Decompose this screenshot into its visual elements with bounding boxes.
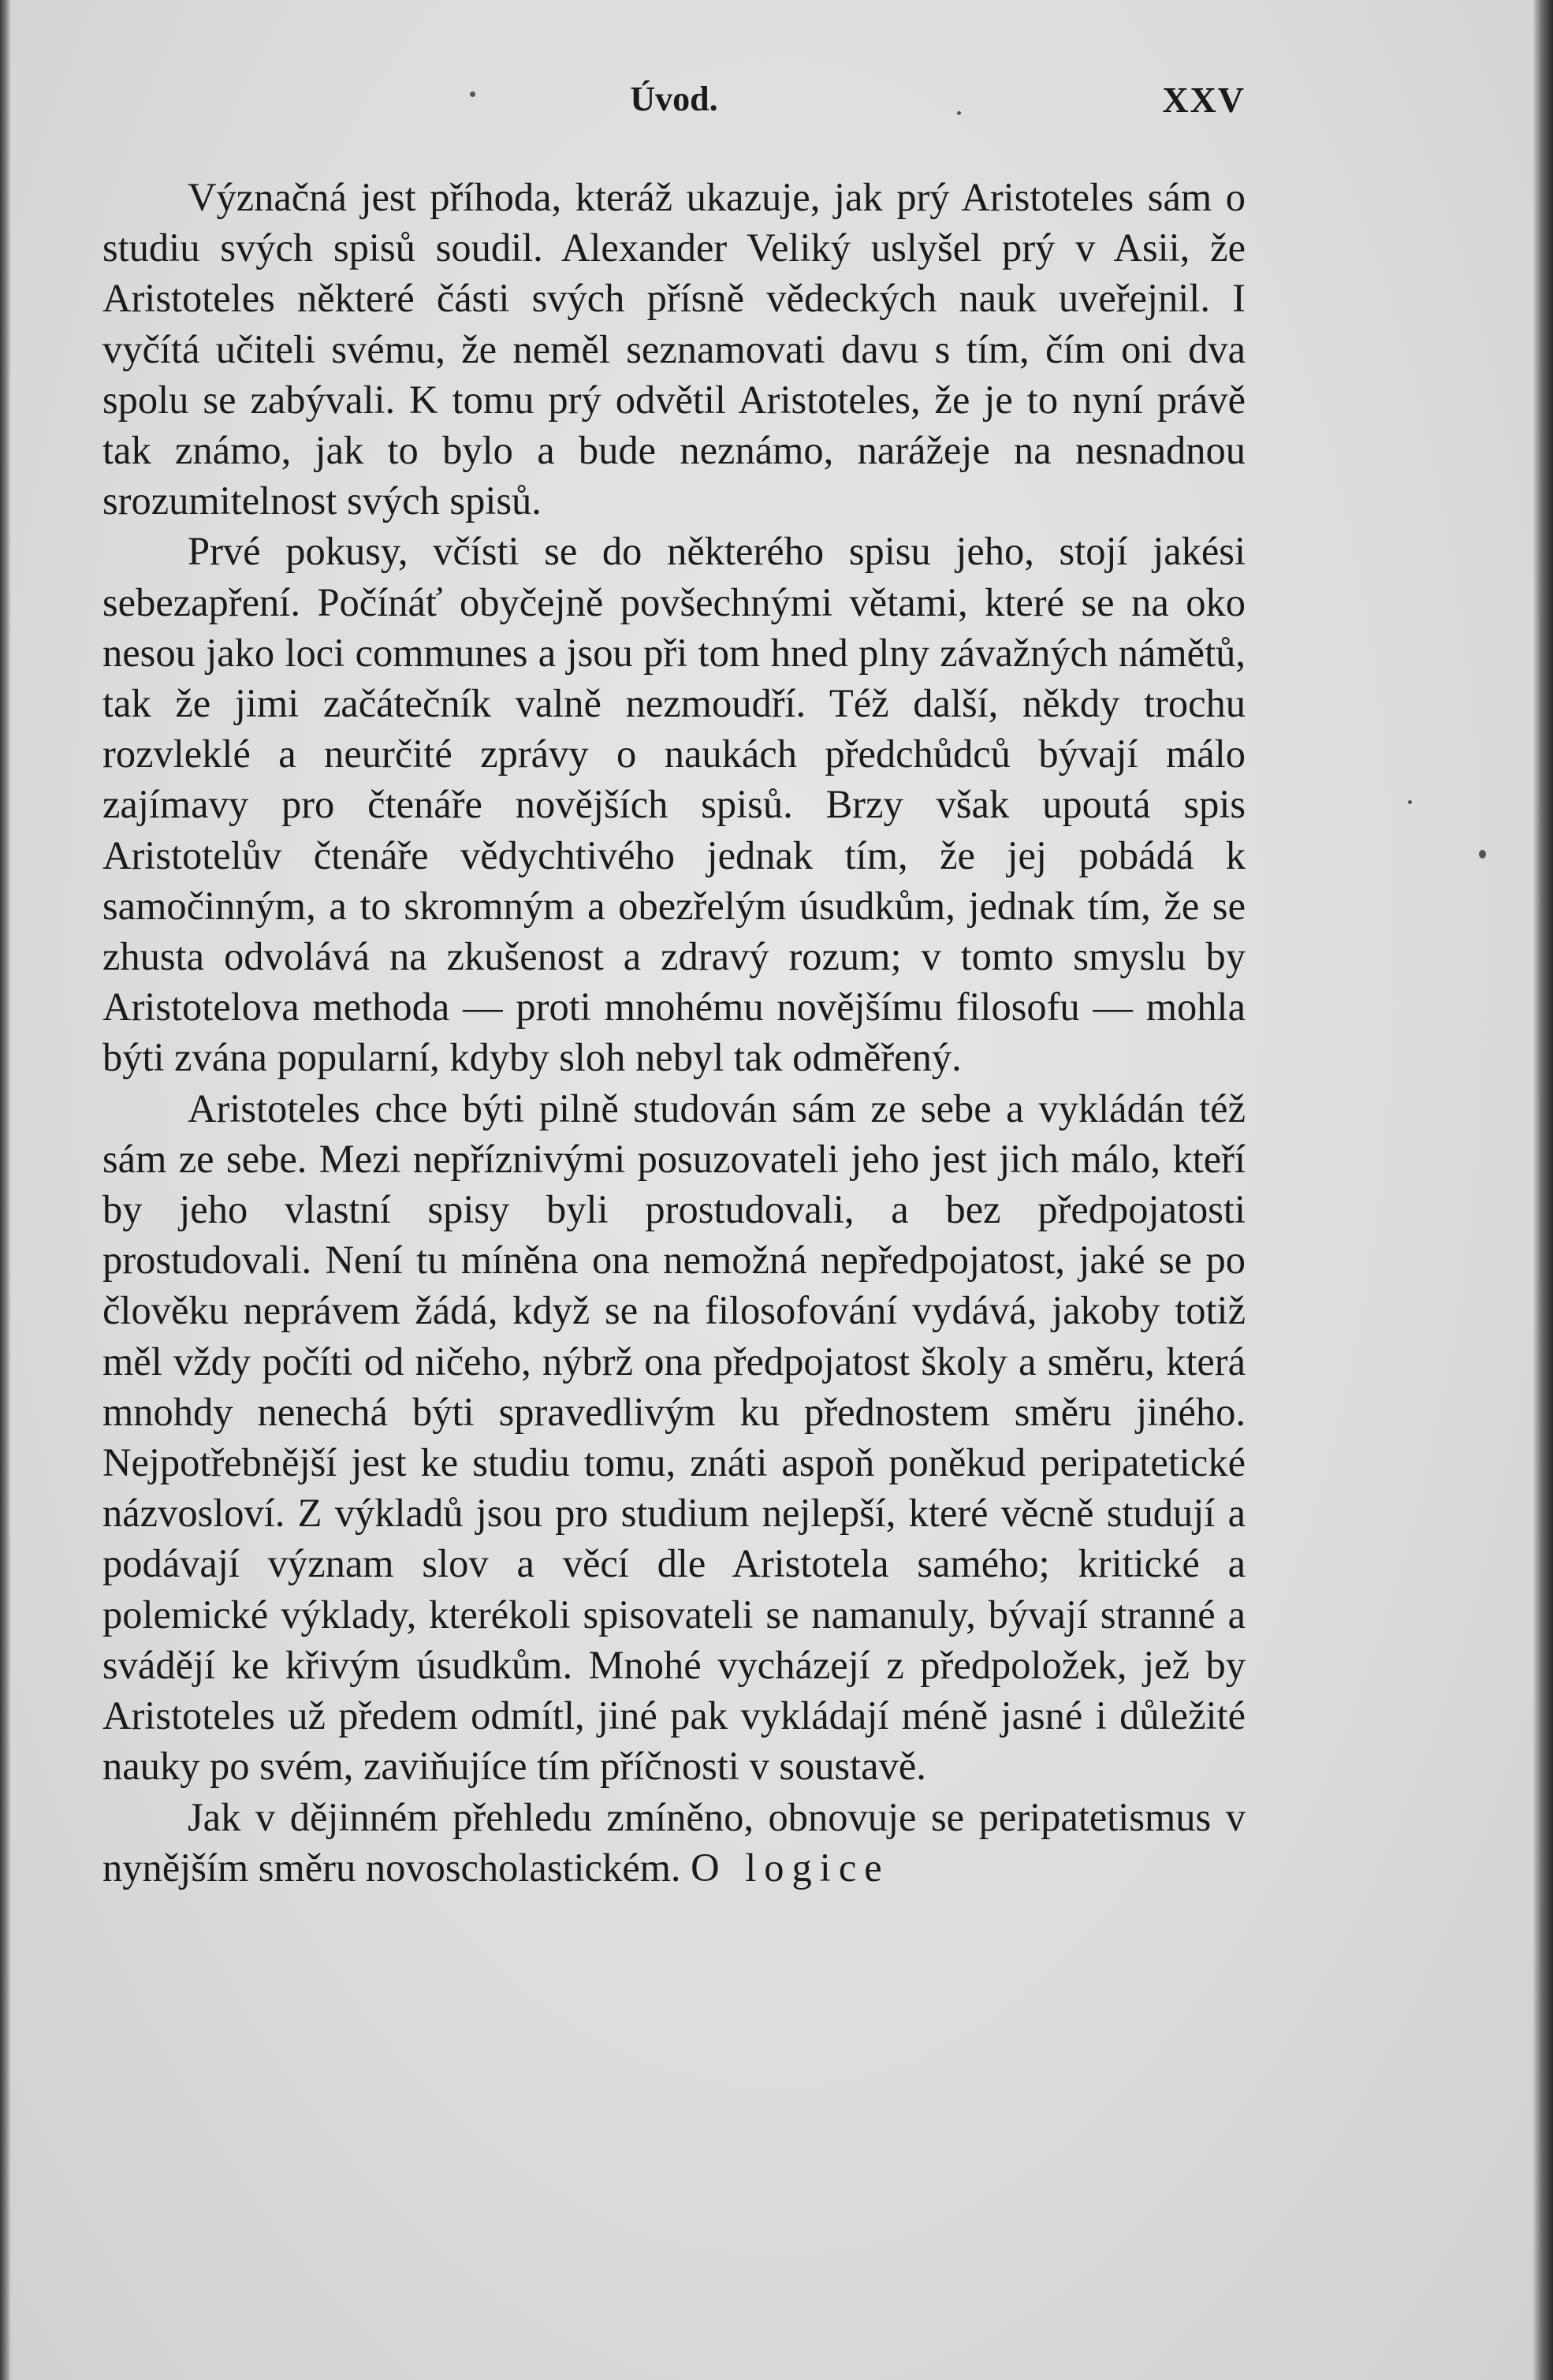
ink-speck [1408,800,1412,804]
ink-speck [1479,850,1486,859]
running-title: Úvod. [630,80,718,118]
paragraph: Význačná jest příhoda, kteráž ukazuje, jak prý Aristoteles sám o studiu svých spisů soudil. Alexander Veliký uslyšel prý v Asii, že Aristoteles některé části svých přísně vědeckých nauk uveřejnil. I vyčítá učiteli svému, že neměl seznamovati davu s tím, čím oni dva spolu se zabývali. K tomu prý odvětil Aristoteles, že je to nyní právě tak známo, jak to bylo a bude neznámo, narážeje na nesnadnou srozumitelnost svých spisů. [102,175,1246,523]
paragraph: Prvé pokusy, včísti se do některého spisu jeho, stojí jakési sebezapření. Počínáť obyčejně povšechnými větami, které se na oko nesou jako loci communes a jsou při tom hned plny závažných námětů, tak že jimi začátečník valně nezmoudří. Též další, někdy trochu rozvleklé a neurčité zprávy o naukách předchůdců bývají málo zajímavy pro čtenáře novějších spisů. Brzy však upoutá spis Aristotelův čtenáře vědychtivého jednak tím, že jej pobádá k samočinným, a to skromným a obezřelým úsudkům, jednak tím, že se zhusta odvolává na zkušenost a zdravý rozum; v tomto smyslu by Aristotelova methoda — proti mnohému novějšímu filosofu — mohla býti zvána popularní, kdyby sloh nebyl tak odměřený. [102,529,1246,1080]
page-number: XXV [1162,80,1246,120]
paragraph: Aristoteles chce býti pilně studován sám ze sebe a vykládán též sám ze sebe. Mezi nepříznivými posuzovateli jeho jest jich málo, kteří by jeho vlastní spisy byli prostudovali, a bez předpojatosti prostudovali. Není tu míněna ona nemožná nepředpojatost, jaké se po člověku neprávem žádá, když se na filosofování vydává, jakoby totiž měl vždy počíti od ničeho, nýbrž ona předpojatost školy a směru, která mnohdy nenechá býti spravedlivým ku přednostem směru jiného. Nejpotřebnější jest ke studiu tomu, znáti aspoň poněkud peripatetické názvosloví. Z výkladů jsou pro studium nejlepší, které věcně studují a podávají význam slov a věcí dle Aristotela samého; kritické a polemické výklady, kterékoli spisovateli se namanuly, bývají stranné a svádějí ke křivým úsudkům. Mnohé vycházejí z předpoložek, jež by Aristoteles už předem odmítl, jiné pak vykládají méně jasné i důležité nauky po svém, zaviňujíce tím příčnosti v soustavě. [102,1086,1246,1789]
paragraph [102,1792,1246,1893]
paragraph-text: Jak v dějinném přehledu zmíněno, obnovuje se peripatetismus v nynějším směru novoscholastickém. [102,1794,1246,1890]
page-right-edge [1533,0,1553,2380]
spaced-emphasis: O logice [691,1845,890,1890]
page-header [102,79,1246,134]
body-text [102,172,1246,1893]
page-left-edge [0,0,11,2380]
